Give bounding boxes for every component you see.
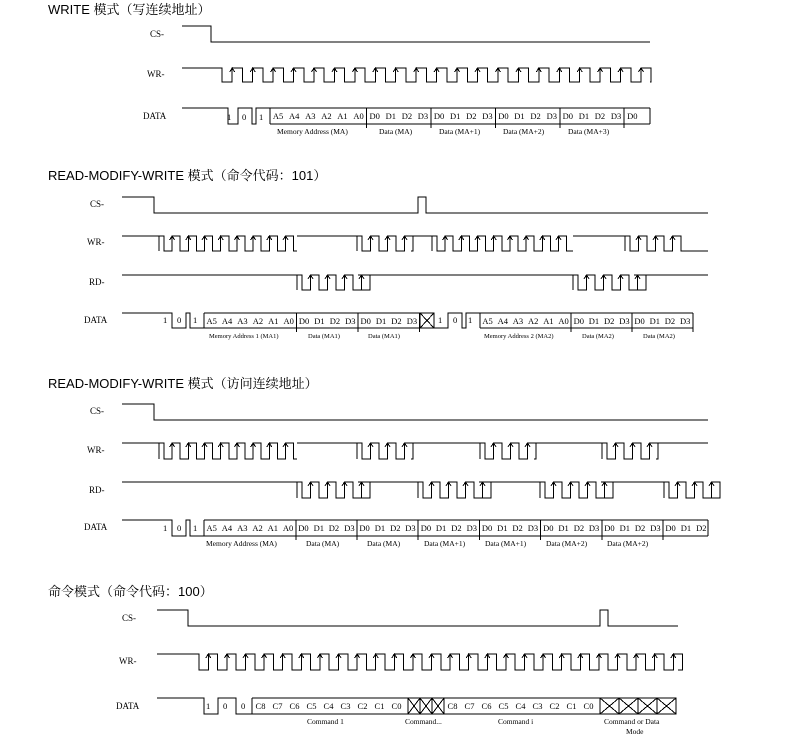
wr-signal-label: WR-: [119, 656, 137, 666]
data-bit: C1: [374, 701, 385, 711]
data-bus: [122, 520, 708, 548]
section-title: READ-MODIFY-WRITE 模式（访问连续地址）: [48, 376, 318, 391]
section-write: [48, 2, 651, 136]
data-label: Data (MA1): [308, 333, 340, 340]
data-bit: A2: [528, 316, 539, 326]
data-bit: C8: [255, 701, 266, 711]
data-bit: A3: [237, 316, 248, 326]
section-read-modify-write-101: [48, 168, 708, 340]
data-bit: 1: [438, 315, 443, 325]
data-label: Data (MA+1): [439, 127, 481, 136]
data-bit: D0: [604, 523, 615, 533]
data-bit: D0: [360, 316, 371, 326]
dont-care-cell: [638, 698, 657, 714]
clock-pulse-train: [159, 236, 297, 251]
data-bit: C5: [306, 701, 317, 711]
data-bit: D1: [450, 111, 461, 121]
section-title: WRITE 模式（写连续地址）: [48, 2, 211, 17]
data-bit: D3: [680, 316, 691, 326]
data-bit: D1: [375, 316, 387, 326]
data-bit: 1: [163, 315, 168, 325]
data-bit: A0: [558, 316, 569, 326]
data-bit: C2: [357, 701, 368, 711]
clock-pulse-train: [357, 443, 413, 459]
data-bit: C4: [323, 701, 334, 711]
data-bit: D3: [466, 523, 477, 533]
data-label: Data (MA+2): [503, 127, 545, 136]
data-bit: 0: [453, 315, 458, 325]
cs-waveform: [157, 610, 678, 626]
data-bit: D0: [573, 316, 584, 326]
data-bit: D2: [390, 523, 401, 533]
wr-waveform: [182, 68, 651, 82]
data-bit: A1: [543, 316, 554, 326]
cs-signal-label: CS-: [122, 613, 137, 623]
data-bit: D2: [530, 111, 541, 121]
data-bit: D3: [345, 316, 356, 326]
data-label: Data (MA): [367, 539, 401, 548]
data-bus: [122, 313, 693, 340]
data-bit: D0: [481, 523, 493, 533]
data-bit: D3: [619, 316, 630, 326]
section-command-mode: [48, 584, 683, 736]
dont-care-cell: [619, 698, 638, 714]
data-bit: A4: [221, 523, 233, 533]
cs-signal-label: CS-: [90, 406, 105, 416]
data-bit: D3: [527, 523, 539, 533]
data-bus: [157, 698, 676, 736]
data-bit: C6: [481, 701, 492, 711]
wr-waveform: [157, 654, 683, 670]
data-label: Data (MA+1): [485, 539, 527, 548]
data-signal-label: DATA: [84, 522, 108, 532]
data-bit: D0: [298, 316, 310, 326]
data-bit: 0: [177, 523, 182, 533]
dont-care-cell: [432, 698, 444, 714]
wr-signal-label: WR-: [87, 445, 105, 455]
data-bit: A0: [283, 316, 294, 326]
dont-care-cell: [408, 698, 420, 714]
data-bit: C0: [391, 701, 402, 711]
data-label: Command...: [405, 717, 442, 726]
clock-pulse-train: [432, 236, 573, 251]
data-bit: D0: [369, 111, 380, 121]
data-bit: 0: [241, 701, 246, 711]
data-bit: D3: [405, 523, 416, 533]
data-bit: D0: [359, 523, 370, 533]
data-bit: D1: [313, 523, 324, 533]
data-bit: D2: [512, 523, 523, 533]
data-bit: C3: [340, 701, 351, 711]
data-signal-label: DATA: [84, 315, 108, 325]
data-bit: D0: [665, 523, 676, 533]
dont-care-cell: [420, 313, 434, 328]
data-bit: C7: [272, 701, 283, 711]
data-bit: A4: [497, 316, 508, 326]
data-bit: 1: [259, 112, 264, 122]
dont-care-cell: [657, 698, 676, 714]
data-bit: A2: [321, 111, 332, 121]
data-bit: 1: [206, 701, 211, 711]
clock-pulse-train: [297, 275, 370, 290]
data-label: Data (MA+2): [607, 539, 649, 548]
data-bit: D3: [406, 316, 418, 326]
clock-pulse-train: [664, 482, 720, 498]
data-signal-label: DATA: [143, 111, 167, 121]
data-bit: C5: [498, 701, 509, 711]
data-bit: D1: [385, 111, 396, 121]
data-bit: D3: [417, 111, 429, 121]
data-label: Memory Address 1 (MA1): [209, 333, 279, 340]
cs-signal-label: CS-: [90, 199, 105, 209]
cs-signal-label: CS-: [150, 29, 165, 39]
data-bit: A4: [289, 111, 300, 121]
data-bit: C8: [447, 701, 458, 711]
clock-pulse-train: [480, 443, 536, 459]
data-bit: D0: [498, 111, 509, 121]
data-bit: A2: [252, 316, 264, 326]
rd-signal-label: RD-: [89, 485, 105, 495]
data-bit: D0: [562, 111, 573, 121]
data-bit: A3: [305, 111, 316, 121]
rd-waveform: [122, 482, 720, 498]
data-bit: D2: [664, 316, 676, 326]
data-bit: D1: [435, 523, 447, 533]
data-label: Command or Data: [604, 717, 660, 726]
data-bit: D0: [634, 316, 645, 326]
data-bit: C6: [289, 701, 300, 711]
section-title: 命令模式（命令代码：100）: [48, 584, 213, 599]
data-bit: 1: [193, 315, 198, 325]
data-bit: D3: [650, 523, 661, 533]
data-bit: 0: [223, 701, 228, 711]
cs-waveform: [182, 26, 650, 42]
data-bit: D3: [610, 111, 622, 121]
data-label: Data (MA+3): [568, 127, 610, 136]
data-bit: A1: [267, 523, 278, 533]
data-bit: D2: [594, 111, 606, 121]
clock-pulse-train: [573, 275, 646, 290]
data-label: Memory Address (MA): [277, 127, 348, 136]
data-bit: D0: [298, 523, 309, 533]
cs-waveform: [122, 197, 708, 213]
data-bit: D2: [451, 523, 462, 533]
clock-pulse-train: [540, 482, 613, 498]
data-bit: D1: [649, 316, 660, 326]
data-bit: 0: [177, 315, 182, 325]
data-bit: D0: [627, 111, 638, 121]
data-bit: D3: [546, 111, 557, 121]
data-bit: D0: [420, 523, 432, 533]
data-bit: A5: [206, 523, 217, 533]
data-bit: 0: [242, 112, 247, 122]
data-label: Memory Address 2 (MA2): [484, 333, 554, 340]
data-bit: 1: [227, 112, 232, 122]
data-bit: D1: [374, 523, 386, 533]
dont-care-cell: [600, 698, 619, 714]
data-bit: D2: [401, 111, 413, 121]
data-label: Data (MA1): [368, 333, 400, 340]
data-bit: D0: [433, 111, 445, 121]
data-bit: D0: [543, 523, 554, 533]
data-bit: A4: [221, 316, 233, 326]
dont-care-cell: [420, 698, 432, 714]
data-bit: D3: [588, 523, 600, 533]
data-bit: A5: [206, 316, 217, 326]
data-label: Mode: [626, 727, 644, 736]
clock-pulse-train: [602, 443, 658, 459]
data-label: Data (MA+2): [546, 539, 588, 548]
rd-waveform: [122, 275, 708, 290]
data-bit: D2: [329, 316, 341, 326]
data-bit: D1: [558, 523, 569, 533]
data-bit: C4: [515, 701, 526, 711]
data-label: Memory Address (MA): [206, 539, 277, 548]
data-bit: A0: [353, 111, 364, 121]
section-title: READ-MODIFY-WRITE 模式（命令代码：101）: [48, 168, 327, 183]
clock-pulse-train: [159, 443, 297, 459]
wr-waveform: [122, 443, 708, 459]
clock-pulse-train: [357, 236, 413, 251]
data-bit: D1: [497, 523, 508, 533]
data-bit: D1: [619, 523, 630, 533]
data-bit: A2: [252, 523, 263, 533]
data-bit: D1: [314, 316, 325, 326]
cs-waveform: [122, 404, 708, 420]
data-bit: A0: [282, 523, 294, 533]
rd-signal-label: RD-: [89, 277, 105, 287]
data-label: Data (MA): [306, 539, 340, 548]
data-signal-label: DATA: [116, 701, 140, 711]
data-bit: 1: [193, 523, 198, 533]
data-bit: D1: [578, 111, 590, 121]
data-bit: D3: [344, 523, 355, 533]
data-bit: 1: [163, 523, 168, 533]
clock-pulse-train: [157, 654, 683, 670]
data-bit: C7: [464, 701, 475, 711]
clock-pulse-train: [418, 482, 491, 498]
data-bit: A5: [272, 111, 284, 121]
data-bit: A3: [237, 523, 248, 533]
data-bit: A1: [337, 111, 348, 121]
wr-signal-label: WR-: [87, 237, 105, 247]
data-label: Data (MA+1): [424, 539, 466, 548]
wr-signal-label: WR-: [147, 69, 165, 79]
data-bit: C3: [532, 701, 543, 711]
data-bus: [182, 108, 650, 136]
data-bit: D2: [466, 111, 477, 121]
clock-pulse-train: [297, 482, 370, 498]
data-label: Command i: [498, 717, 534, 726]
data-bit: D2: [696, 523, 707, 533]
data-bit: C2: [549, 701, 560, 711]
data-label: Data (MA2): [582, 333, 614, 340]
data-bit: C0: [583, 701, 594, 711]
data-label: Command 1: [307, 717, 344, 726]
data-bit: D2: [391, 316, 402, 326]
data-bit: 1: [468, 315, 473, 325]
data-bit: D1: [588, 316, 600, 326]
data-bit: A3: [512, 316, 524, 326]
data-label: Data (MA2): [643, 333, 675, 340]
data-bit: D2: [634, 523, 646, 533]
data-bit: D1: [680, 523, 692, 533]
data-bit: A1: [268, 316, 279, 326]
data-bit: D3: [482, 111, 493, 121]
data-bit: D1: [514, 111, 525, 121]
wr-waveform: [122, 236, 708, 251]
data-bit: C1: [566, 701, 577, 711]
section-read-modify-write-continuous: [48, 376, 720, 548]
data-bit: D2: [573, 523, 585, 533]
data-bit: A5: [482, 316, 493, 326]
data-bit: D2: [328, 523, 340, 533]
data-bit: D2: [604, 316, 615, 326]
data-label: Data (MA): [379, 127, 413, 136]
